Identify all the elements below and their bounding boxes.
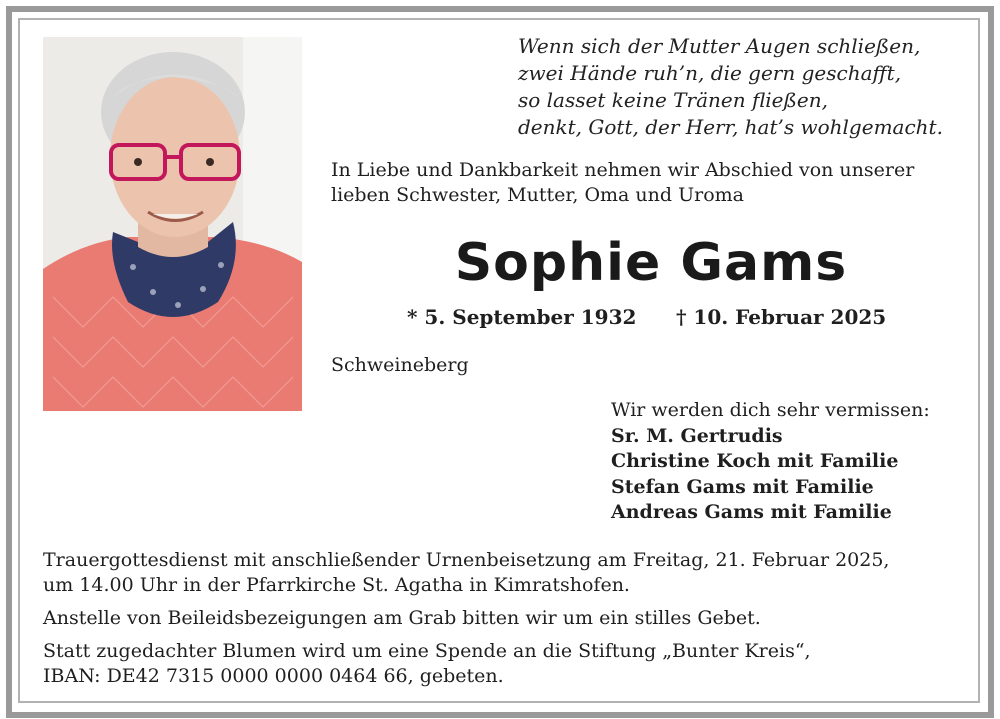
- intro-text: [331, 158, 971, 208]
- intro-line: In Liebe und Dankbarkeit nehmen wir Abschied von unserer: [331, 159, 915, 181]
- poem: [518, 33, 968, 141]
- donation-line: Statt zugedachter Blumen wird um eine Spende an die Stiftung „Bunter Kreis“,: [43, 640, 811, 662]
- signer: Stefan Gams mit Familie: [611, 475, 874, 498]
- signers-label: Wir werden dich sehr vermissen:: [611, 399, 930, 421]
- donation-line: IBAN: DE42 7315 0000 0000 0464 66, gebeten.: [43, 665, 504, 687]
- signers: [611, 398, 971, 526]
- poem-line: so lasset keine Tränen fließen,: [518, 88, 828, 112]
- signer: Sr. M. Gertrudis: [611, 424, 783, 447]
- deceased-name: Sophie Gams: [454, 233, 848, 293]
- portrait-photo: [43, 37, 302, 411]
- service-info: [43, 548, 973, 697]
- service-line: um 14.00 Uhr in der Pfarrkirche St. Agatha in Kimratshofen.: [43, 574, 630, 596]
- death-date: † 10. Februar 2025: [676, 305, 887, 329]
- intro-line: lieben Schwester, Mutter, Oma und Uroma: [331, 184, 744, 206]
- signer: Christine Koch mit Familie: [611, 450, 899, 472]
- request-notice: [43, 606, 973, 631]
- donation-notice: [43, 639, 973, 689]
- poem-line: Wenn sich der Mutter Augen schließen,: [518, 34, 921, 58]
- service-line: Trauergottesdienst mit anschließender Urnenbeisetzung am Freitag, 21. Februar 2025,: [43, 549, 890, 571]
- place: Schweineberg: [331, 354, 469, 376]
- signer: Andreas Gams mit Familie: [611, 501, 892, 523]
- birth-date: * 5. September 1932: [407, 305, 637, 329]
- poem-line: denkt, Gott, der Herr, hat’s wohlgemacht.: [518, 115, 943, 139]
- request-line: Anstelle von Beileidsbezeigungen am Grab bitten wir um ein stilles Gebet.: [43, 607, 761, 629]
- poem-line: zwei Hände ruh’n, die gern geschafft,: [518, 61, 902, 85]
- service-notice: [43, 548, 973, 598]
